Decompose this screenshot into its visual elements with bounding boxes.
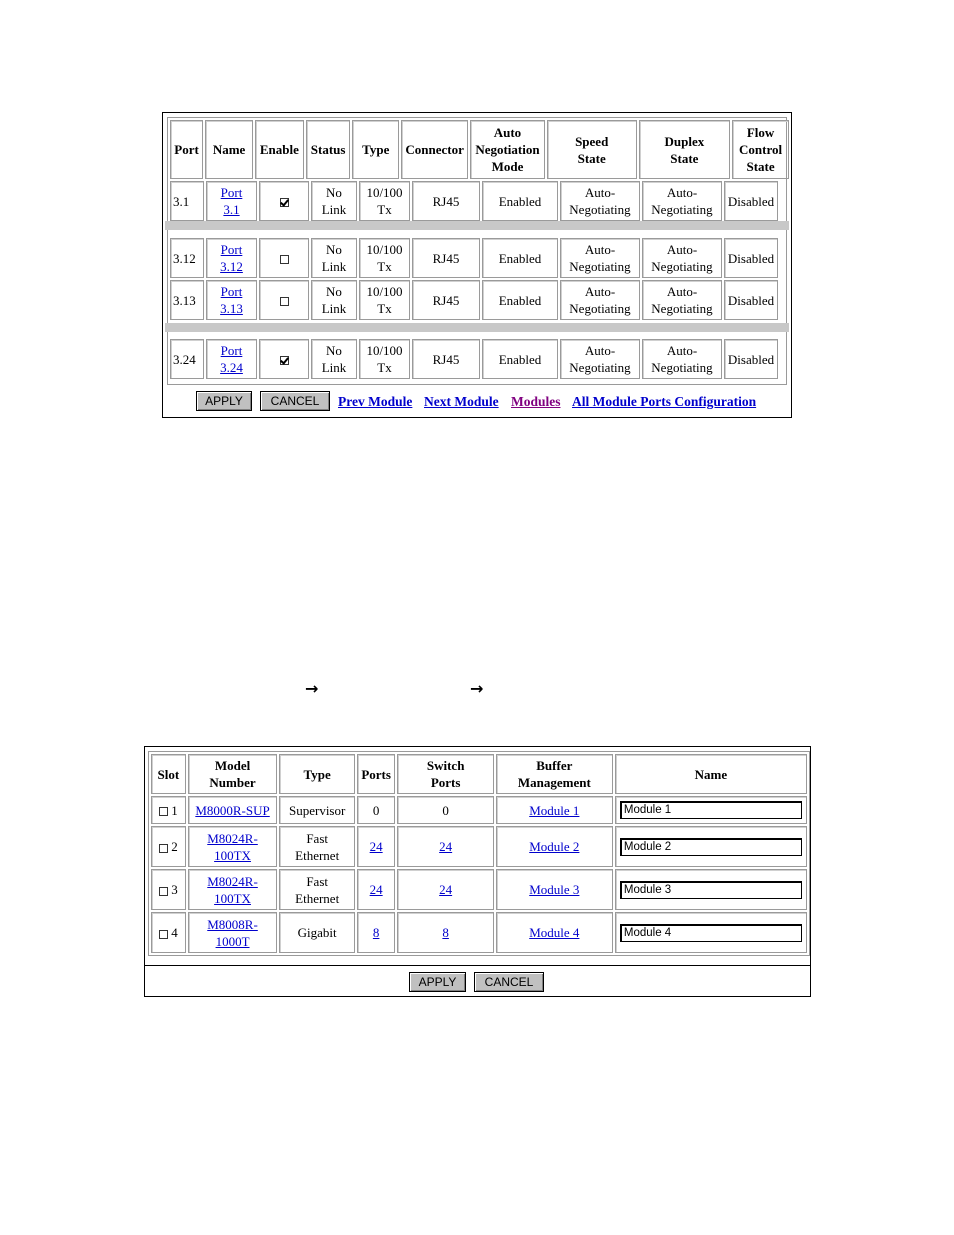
table-row <box>151 796 807 824</box>
duplex-line1: Auto- <box>666 242 698 257</box>
type-line1: 10/100 <box>366 185 403 200</box>
name-cell <box>615 796 807 824</box>
type-line2: Tx <box>377 202 392 217</box>
speed-line2: Negotiating <box>569 360 631 375</box>
type-line2: Tx <box>377 301 392 316</box>
slot-number: 1 <box>171 802 178 818</box>
buffer-management-link[interactable]: Module 2 <box>529 839 580 854</box>
flow-cell: Disabled <box>724 280 778 320</box>
connector-cell: RJ45 <box>412 238 480 278</box>
modules-table <box>148 751 810 956</box>
model-cell <box>188 912 278 953</box>
status-line1: No <box>326 242 342 257</box>
header-duplex-state: Duplex State <box>639 120 731 179</box>
buffer-cell <box>496 796 613 824</box>
model-cell <box>188 826 278 867</box>
type-line1: 10/100 <box>366 343 403 358</box>
switch-ports-cell <box>397 912 494 953</box>
buffer-cell <box>496 869 613 910</box>
status-cell <box>311 181 357 221</box>
enable-checkbox[interactable] <box>280 255 289 264</box>
port-name-line1[interactable]: Port <box>220 242 243 257</box>
type-line1: Fast <box>306 873 328 889</box>
header-auto-negotiation: Auto Negotiation Mode <box>470 120 545 179</box>
slot-checkbox[interactable] <box>159 930 168 939</box>
flow-cell: Disabled <box>724 339 778 379</box>
name-cell <box>615 869 807 910</box>
speed-line1: Auto- <box>584 185 616 200</box>
name-cell <box>615 912 807 953</box>
enable-checkbox[interactable] <box>280 198 289 207</box>
auto-neg-cell: Enabled <box>482 238 558 278</box>
ports-cell <box>357 912 395 953</box>
slot-cell <box>151 826 186 867</box>
apply-button[interactable]: APPLY <box>196 391 252 411</box>
duplex-cell <box>642 181 722 221</box>
duplex-cell <box>642 280 722 320</box>
table-row <box>151 869 807 910</box>
port-name-line1[interactable]: Port <box>220 284 243 299</box>
speed-line1: Auto- <box>584 343 616 358</box>
connector-cell: RJ45 <box>412 181 480 221</box>
port-name-link[interactable] <box>206 181 257 221</box>
port-name-line2[interactable]: 3.1 <box>223 202 240 217</box>
status-line1: No <box>326 185 342 200</box>
status-cell <box>311 238 357 278</box>
header-enable: Enable <box>255 120 304 179</box>
type-cell <box>359 238 410 278</box>
speed-cell <box>560 238 640 278</box>
slot-checkbox[interactable] <box>159 807 168 816</box>
speed-cell <box>560 339 640 379</box>
port-row-3-24 <box>168 337 780 381</box>
table-row <box>170 238 778 278</box>
apply-button[interactable]: APPLY <box>409 972 466 992</box>
table-row <box>151 826 807 867</box>
port-name-line1[interactable]: Port <box>220 343 243 358</box>
port-rows-3-12-3-13 <box>168 236 780 322</box>
duplex-line1: Auto- <box>666 343 698 358</box>
port-name-line2[interactable]: 3.12 <box>220 259 243 274</box>
type-line2: Ethernet <box>295 847 340 863</box>
port-name-link[interactable] <box>206 280 257 320</box>
speed-cell <box>560 280 640 320</box>
type-cell: Gigabit <box>279 912 355 953</box>
buffer-management-link[interactable]: Module 3 <box>529 882 580 897</box>
port-number: 3.1 <box>170 181 204 221</box>
port-name-line2[interactable]: 3.24 <box>220 360 243 375</box>
enable-checkbox[interactable] <box>280 356 289 365</box>
slot-checkbox[interactable] <box>159 887 168 896</box>
slot-number: 4 <box>171 925 178 940</box>
type-line1: Fast <box>306 830 328 846</box>
enable-cell <box>259 280 309 320</box>
type-line2: Tx <box>377 259 392 274</box>
type-cell <box>279 826 355 867</box>
buffer-cell <box>496 826 613 867</box>
duplex-line1: Auto- <box>666 284 698 299</box>
speed-line2: Negotiating <box>569 259 631 274</box>
duplex-cell <box>642 339 722 379</box>
status-line1: No <box>326 343 342 358</box>
module-name-input[interactable]: Module 3 <box>620 881 802 899</box>
port-name-line1[interactable]: Port <box>220 185 243 200</box>
buffer-management-link[interactable]: Module 1 <box>529 802 580 818</box>
switch-ports-link[interactable]: 8 <box>442 925 449 940</box>
duplex-line2: Negotiating <box>651 360 713 375</box>
row-gap-separator <box>165 221 789 230</box>
type-cell <box>359 339 410 379</box>
prev-module-link[interactable]: Prev Module <box>338 394 413 409</box>
flow-cell: Disabled <box>724 181 778 221</box>
connector-cell: RJ45 <box>412 280 480 320</box>
module-name-input[interactable]: Module 4 <box>620 924 802 942</box>
slot-number: 3 <box>171 882 178 897</box>
table-row <box>151 912 807 953</box>
header-ports: Ports <box>357 754 395 794</box>
speed-line2: Negotiating <box>569 301 631 316</box>
ports-cell <box>357 826 395 867</box>
type-cell <box>359 280 410 320</box>
port-name-link[interactable] <box>206 238 257 278</box>
enable-cell <box>259 238 309 278</box>
modules-panel <box>144 746 811 997</box>
duplex-line2: Negotiating <box>651 259 713 274</box>
status-line1: No <box>326 284 342 299</box>
switch-ports-link[interactable]: 24 <box>439 882 453 897</box>
table-row <box>170 339 778 379</box>
cancel-button[interactable]: CANCEL <box>474 972 544 992</box>
speed-line1: Auto- <box>584 284 616 299</box>
speed-line2: Negotiating <box>569 202 631 217</box>
switch-ports-cell <box>397 826 494 867</box>
cancel-button[interactable]: CANCEL <box>260 391 330 411</box>
header-port: Port <box>170 120 203 179</box>
ports-link[interactable]: 24 <box>369 882 383 897</box>
model-link-line1[interactable]: M8024R- <box>207 830 258 846</box>
connector-cell: RJ45 <box>412 339 480 379</box>
port-number: 3.24 <box>170 339 204 379</box>
type-line1: 10/100 <box>366 284 403 299</box>
switch-ports-cell: 0 <box>397 796 494 824</box>
ports-header-row <box>170 120 789 179</box>
ports-cell <box>357 869 395 910</box>
speed-line1: Auto- <box>584 242 616 257</box>
model-link-line1[interactable]: M8000R-SUP <box>195 802 270 818</box>
port-name-link[interactable] <box>206 339 257 379</box>
port-number: 3.12 <box>170 238 204 278</box>
module-name-input[interactable]: Module 1 <box>620 801 802 819</box>
modules-link[interactable]: Modules <box>511 394 561 409</box>
slot-cell <box>151 912 186 953</box>
status-line2: Link <box>321 301 347 316</box>
duplex-cell <box>642 238 722 278</box>
header-speed-state: Speed State <box>547 120 637 179</box>
type-cell <box>359 181 410 221</box>
header-model-number: Model Number <box>188 754 278 794</box>
row-gap-separator <box>165 323 789 332</box>
speed-cell <box>560 181 640 221</box>
all-module-ports-link[interactable]: All Module Ports Configuration <box>572 394 757 409</box>
type-cell: Supervisor <box>279 796 355 824</box>
enable-cell <box>259 181 309 221</box>
switch-ports-link[interactable]: 24 <box>439 839 453 854</box>
header-status: Status <box>306 120 351 179</box>
model-link-line2[interactable]: 1000T <box>215 933 250 949</box>
status-cell <box>311 280 357 320</box>
buffer-cell <box>496 912 613 953</box>
model-link-line1[interactable]: M8024R- <box>207 873 258 889</box>
header-type: Type <box>279 754 355 794</box>
module-name-input[interactable]: Module 2 <box>620 838 802 856</box>
modules-header-row <box>151 754 807 794</box>
status-line2: Link <box>321 259 347 274</box>
type-line2: Tx <box>377 360 392 375</box>
table-row <box>170 280 778 320</box>
duplex-line1: Auto- <box>666 185 698 200</box>
model-link-line1[interactable]: M8008R- <box>207 916 258 932</box>
header-name: Name <box>615 754 807 794</box>
type-line2: Ethernet <box>295 890 340 906</box>
status-line2: Link <box>321 360 347 375</box>
duplex-line2: Negotiating <box>651 202 713 217</box>
buffer-management-link[interactable]: Module 4 <box>529 925 580 940</box>
port-row-3-1 <box>168 179 780 223</box>
header-connector: Connector <box>401 120 468 179</box>
slot-number: 2 <box>171 839 178 854</box>
header-name: Name <box>205 120 253 179</box>
ports-link[interactable]: 8 <box>372 925 380 940</box>
right-arrow-icon: → <box>470 679 484 698</box>
header-type: Type <box>352 120 399 179</box>
model-link-line2[interactable]: 100TX <box>214 847 251 863</box>
enable-checkbox[interactable] <box>280 297 289 306</box>
next-module-link[interactable]: Next Module <box>424 394 499 409</box>
slot-cell <box>151 869 186 910</box>
auto-neg-cell: Enabled <box>482 339 558 379</box>
duplex-line2: Negotiating <box>651 301 713 316</box>
status-cell <box>311 339 357 379</box>
header-switch-ports: Switch Ports <box>397 754 494 794</box>
model-cell <box>188 796 278 824</box>
right-arrow-icon: → <box>305 679 319 698</box>
footer-divider <box>145 965 810 966</box>
auto-neg-cell: Enabled <box>482 280 558 320</box>
ports-link[interactable]: 24 <box>369 839 383 854</box>
header-slot: Slot <box>151 754 186 794</box>
type-line1: 10/100 <box>366 242 403 257</box>
slot-cell <box>151 796 186 824</box>
ports-config-panel <box>162 112 792 418</box>
auto-neg-cell: Enabled <box>482 181 558 221</box>
header-flow-control: Flow Control State <box>732 120 789 179</box>
ports-header-table <box>168 118 791 181</box>
enable-cell <box>259 339 309 379</box>
header-buffer-management: Buffer Management <box>496 754 613 794</box>
ports-cell: 0 <box>357 796 395 824</box>
model-cell <box>188 869 278 910</box>
switch-ports-cell <box>397 869 494 910</box>
flow-cell: Disabled <box>724 238 778 278</box>
port-name-line2[interactable]: 3.13 <box>220 301 243 316</box>
status-line2: Link <box>321 202 347 217</box>
slot-checkbox[interactable] <box>159 844 168 853</box>
port-number: 3.13 <box>170 280 204 320</box>
type-cell <box>279 869 355 910</box>
model-link-line2[interactable]: 100TX <box>214 890 251 906</box>
name-cell <box>615 826 807 867</box>
table-row <box>170 181 778 221</box>
